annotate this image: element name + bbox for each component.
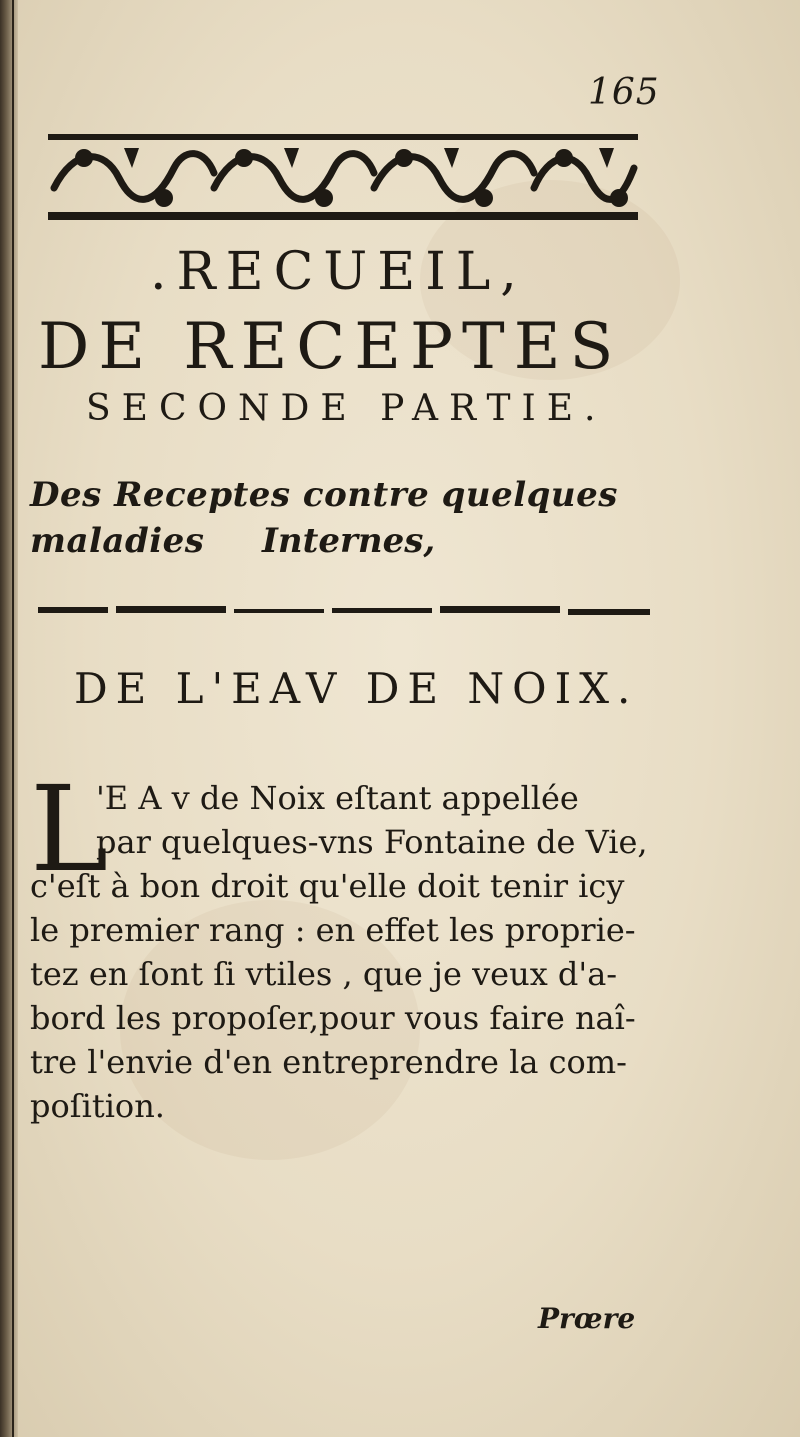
book-spine <box>0 0 18 1437</box>
page-number: 165 <box>588 72 660 113</box>
body-line: c'eſt à bon droit qu'elle doit tenir icy <box>30 867 625 905</box>
title-line-1: .RECUEIL, <box>150 242 527 302</box>
body-line: le premier rang : en effet les proprie- <box>30 911 636 949</box>
headpiece-ornament <box>44 128 642 224</box>
subtitle-line-2: Internes, <box>262 521 436 561</box>
subtitle-line-1: Des Receptes contre quelques maladies <box>30 475 618 561</box>
drop-cap: L <box>30 760 109 898</box>
spine-edge <box>12 0 14 1437</box>
decorative-rule <box>38 604 650 618</box>
body-line: 'E A v de Noix eſtant appellée <box>96 779 579 817</box>
catchword: Prœre <box>538 1302 636 1335</box>
title-line-3: SECONDE PARTIE. <box>86 388 607 429</box>
body-line: tez en ſont ſi vtiles , que je veux d'a- <box>30 955 618 993</box>
body-line: par quelques-vns Fontaine de Vie, <box>96 823 648 861</box>
title-line-2: DE RECEPTES <box>38 310 623 384</box>
section-heading: DE L'EAV DE NOIX. <box>74 664 639 713</box>
body-line: tre l'envie d'en entreprendre la com- <box>30 1043 627 1081</box>
body-line: poſition. <box>30 1087 165 1125</box>
body-line: bord les propoſer,pour vous faire naî- <box>30 999 636 1037</box>
